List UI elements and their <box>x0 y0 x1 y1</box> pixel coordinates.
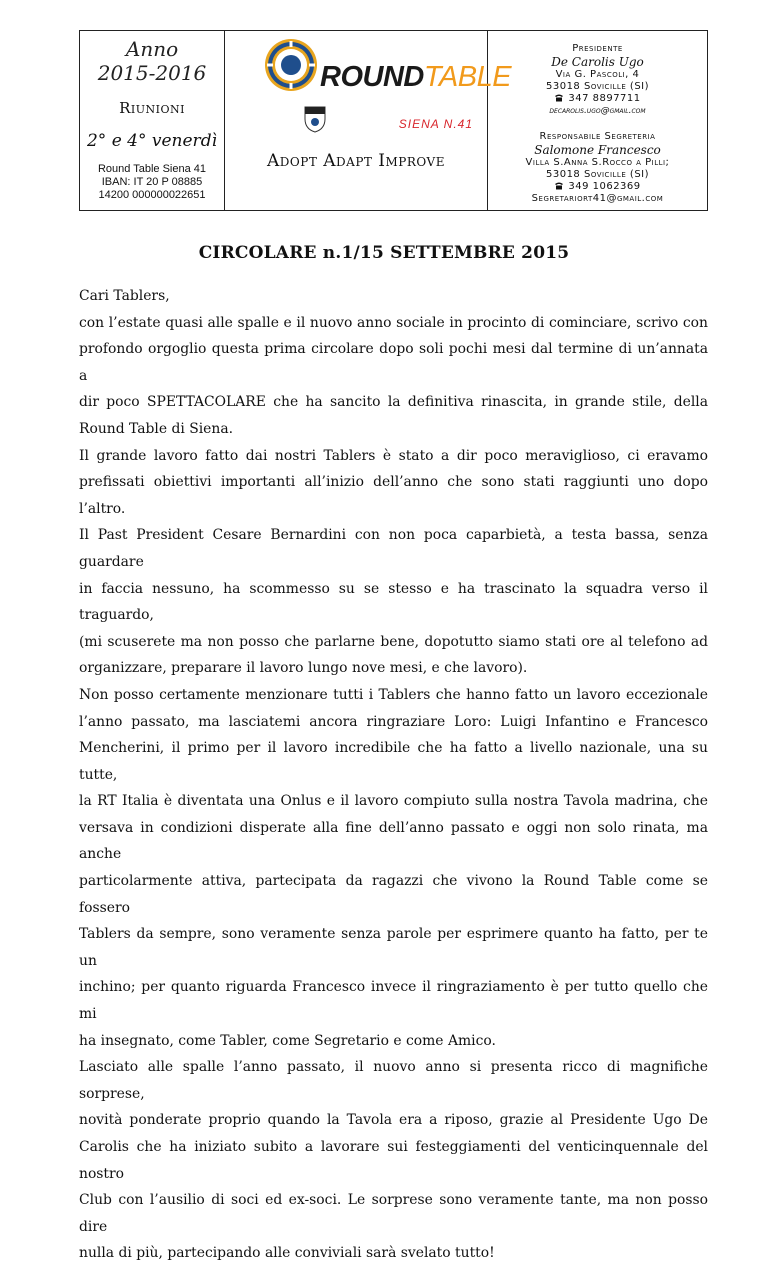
round-table-logo <box>225 31 512 141</box>
logo-word-round: ROUND <box>320 61 424 93</box>
secretary-address-2: 53018 Sovicille (SI) <box>545 169 650 180</box>
president-block <box>488 43 707 117</box>
text-line: dir poco SPETTACOLARE che ha sancito la definitiva rinascita, in grande stile, della <box>79 394 708 411</box>
bank-line-3: 14200 000000022651 <box>98 189 206 201</box>
text-line: nulla di più, partecipando alle conviviali sarà svelato tutto! <box>79 1245 495 1262</box>
motto: Adopt Adapt Improve <box>267 151 445 171</box>
text-line: la RT Italia è diventata una Onlus e il lavoro compiuto sulla nostra Tavola madrina, che <box>79 793 708 810</box>
chapter-label: SIENA N.41 <box>398 117 473 131</box>
bank-details <box>80 163 224 202</box>
secretary-address-1: Villa S.Anna S.Rocco a Pilli; <box>525 157 670 168</box>
secretary-phone: 349 1062369 <box>568 181 641 192</box>
siena-crest-icon <box>303 105 327 133</box>
president-phone-line <box>488 93 707 105</box>
text-line: prefissati obiettivi importanti all’inizio dell’anno che sono stati raggiunti uno dopo l’altro. <box>79 474 708 517</box>
logo-wordmark <box>320 61 511 94</box>
letterhead-left-column <box>80 31 225 210</box>
letter-body <box>79 283 708 1267</box>
meetings-label: Riunioni <box>119 99 185 117</box>
text-line: Mencherini, il primo per il lavoro incredibile che ha fatto a livello nazionale, una su tutte, <box>79 740 708 783</box>
bank-line-2: IBAN: IT 20 P 08885 <box>101 176 203 188</box>
text-line: versava in condizioni disperate alla fine dell’anno passato e oggi non solo rinata, ma anche <box>79 819 708 863</box>
text-line: particolarmente attiva, partecipata da ragazzi che vivono la Round Table come se fossero <box>79 873 708 916</box>
greeting: Cari Tablers, <box>79 288 170 304</box>
text-line: l’anno passato, ma lasciatemi ancora ringraziare Loro: Luigi Infantino e Francesco <box>79 713 708 730</box>
text-line: Round Table di Siena. <box>79 420 234 437</box>
secretary-email: Segretariort41@gmail.com <box>531 193 664 204</box>
text-line: organizzare, preparare il lavoro lungo nove mesi, e che lavoro). <box>79 660 528 677</box>
text-line: Club con l’ausilio di soci ed ex-soci. Le sorprese sono veramente tante, ma non posso dire <box>79 1192 708 1235</box>
phone-icon <box>554 181 564 190</box>
text-line: Non posso certamente menzionare tutti i Tablers che hanno fatto un lavoro eccezionale <box>79 686 708 703</box>
paragraph-4 <box>79 682 708 1054</box>
secretary-block <box>488 131 707 205</box>
president-name: De Carolis Ugo <box>551 55 644 69</box>
secretary-name: Salomone Francesco <box>534 143 661 157</box>
president-role: Presidente <box>572 43 623 54</box>
paragraph-2 <box>79 443 708 523</box>
logo-word-table: TABLE <box>423 61 512 93</box>
letterhead-right-column <box>488 31 707 210</box>
text-line: profondo orgoglio questa prima circolare dopo soli pochi mesi dal termine di un’annata a <box>79 341 708 384</box>
letterhead <box>79 30 708 211</box>
text-line: Lasciato alle spalle l’anno passato, il nuovo anno si presenta ricco di magnifiche sorprese, <box>79 1059 708 1102</box>
text-line: con l’estate quasi alle spalle e il nuovo anno sociale in procinto di cominciare, scrivo con <box>79 314 708 331</box>
paragraph-3 <box>79 522 708 682</box>
text-line: Il grande lavoro fatto dai nostri Tablers è stato a dir poco meraviglioso, ci eravamo <box>79 447 708 464</box>
president-address-1: Via G. Pascoli, 4 <box>555 69 640 80</box>
text-line: in faccia nessuno, ha scommesso su se stesso e ha trascinato la squadra verso il traguardo, <box>79 580 708 624</box>
text-line: (mi scuserete ma non posso che parlarne bene, dopotutto siamo stati ore al telefono ad <box>79 633 708 650</box>
president-phone: 347 8897711 <box>568 93 641 104</box>
bank-line-1: Round Table Siena 41 <box>97 163 207 175</box>
circular-title: CIRCOLARE n.1/15 SETTEMBRE 2015 <box>198 243 570 263</box>
text-line: ha insegnato, come Tabler, come Segretario e come Amico. <box>79 1032 496 1049</box>
text-line: inchino; per quanto riguarda Francesco invece il ringraziamento è per tutto quello che mi <box>79 979 708 1023</box>
secretary-phone-line <box>488 181 707 193</box>
year-range: 2015-2016 <box>97 61 207 85</box>
phone-icon <box>554 93 564 102</box>
paragraph-5 <box>79 1054 708 1267</box>
letterhead-center-column <box>225 31 512 210</box>
meeting-days: 2° e 4° venerdì <box>86 131 218 151</box>
president-address-2: 53018 Sovicille (SI) <box>545 81 650 92</box>
text-line: Tablers da sempre, sono veramente senza parole per esprimere quanto ha fatto, per te un <box>79 926 708 969</box>
president-email: decarolis.ugo@gmail.com <box>549 106 646 116</box>
text-line: Carolis che ha iniziato subito a lavorare sui festeggiamenti del venticinquennale del nostro <box>79 1139 708 1182</box>
text-line: Il Past President Cesare Bernardini con non poca caparbietà, a testa bassa, senza guardare <box>79 527 708 570</box>
year-block <box>80 37 224 85</box>
text-line: novità ponderate proprio quando la Tavola era a riposo, grazie al Presidente Ugo De <box>79 1112 708 1129</box>
round-table-emblem-icon <box>263 37 319 93</box>
year-label: Anno <box>125 37 179 61</box>
paragraph-1 <box>79 310 708 443</box>
secretary-role: Responsabile Segreteria <box>539 131 656 142</box>
